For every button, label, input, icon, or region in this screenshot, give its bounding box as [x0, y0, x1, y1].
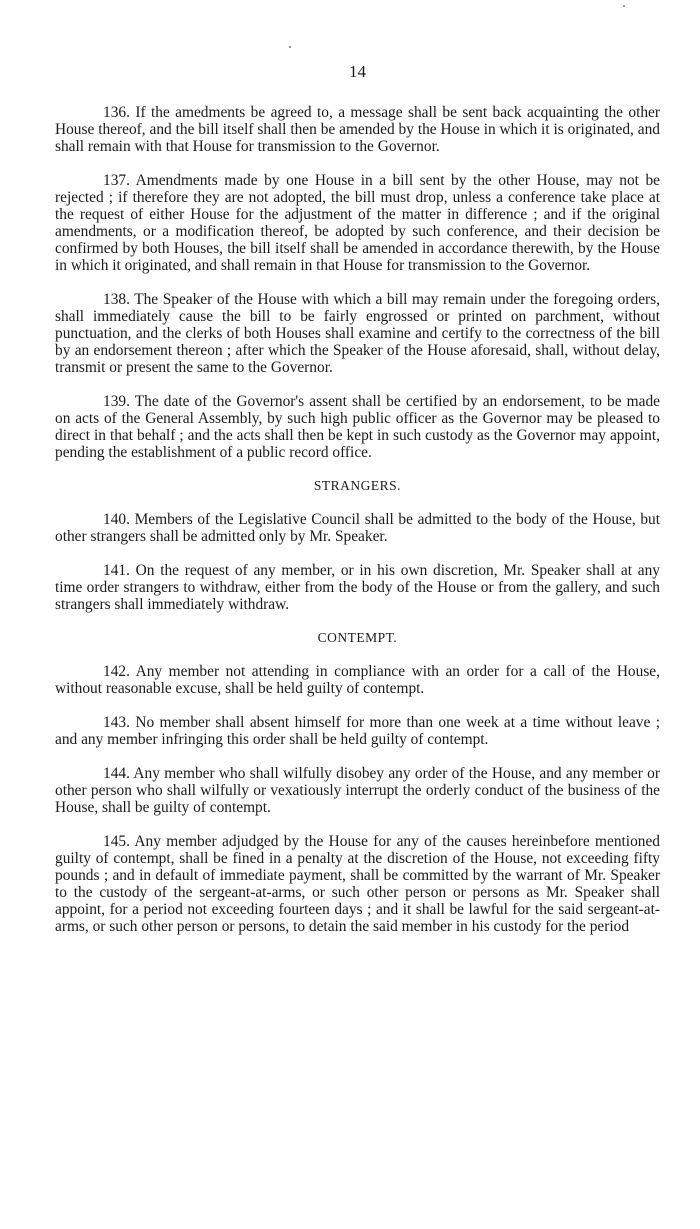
paragraph-145: 145. Any member adjudged by the House for any of the causes hereinbefore mentioned guilty of contempt, shall be fined in a penalty at the discretion of the House, not exceeding fifty pounds ; and in default of immediate payment, shall be committed by the warrant of Mr. Speaker to the custody of the sergeant-at-arms, or such other person or persons as Mr. Speaker shall appoint, for a period not exceeding fourteen days ; and it shall be lawful for the said sergeant-at-arms, or such other person or persons, to detain the said member in his custody for the period	[55, 833, 660, 935]
document-page	[55, 62, 660, 952]
paper-speck	[289, 46, 291, 48]
paper-speck	[623, 5, 625, 7]
page-number: 14	[349, 62, 366, 81]
section-heading-strangers: STRANGERS.	[313, 478, 402, 493]
paragraph-138: 138. The Speaker of the House with which a bill may remain under the foregoing orders, shall immediately cause the bill to be fairly engrossed or printed on parchment, without punctuation, and the clerks of both Houses shall examine and certify to the correctness of the bill by an endorsement thereon ; after which the Speaker of the House aforesaid, shall, without delay, transmit or present the same to the Governor.	[55, 291, 660, 376]
paragraph-142: 142. Any member not attending in compliance with an order for a call of the House, without reasonable excuse, shall be held guilty of contempt.	[55, 663, 660, 697]
paragraph-137: 137. Amendments made by one House in a bill sent by the other House, may not be rejected ; if therefore they are not adopted, the bill must drop, unless a conference take place at the request of either House for the adjustment of the matter in difference ; and if the original amendments, or a modification thereof, be adopted by such conference, and their decision be confirmed by both Houses, the bill itself shall be amended in accordance therewith, by the House in which it originated, and shall remain in that House for transmission to the Governor.	[55, 172, 660, 274]
paragraph-140: 140. Members of the Legislative Council shall be admitted to the body of the House, but other strangers shall be admitted only by Mr. Speaker.	[55, 511, 660, 545]
paragraph-136: 136. If the amedments be agreed to, a message shall be sent back acquainting the other House thereof, and the bill itself shall then be amended by the House in which it is originated, and shall remain with that House for transmission to the Governor.	[55, 104, 660, 155]
paragraph-141: 141. On the request of any member, or in his own discretion, Mr. Speaker shall at any time order strangers to withdraw, either from the body of the House or from the gallery, and such strangers shall immediately withdraw.	[55, 562, 660, 613]
paragraph-143: 143. No member shall absent himself for more than one week at a time without leave ; and any member infringing this order shall be held guilty of contempt.	[55, 714, 660, 748]
section-heading-contempt: CONTEMPT.	[317, 630, 398, 645]
paragraph-139: 139. The date of the Governor's assent shall be certified by an endorsement, to be made on acts of the General Assembly, by such high public officer as the Governor may be pleased to direct in that behalf ; and the acts shall then be kept in such custody as the Governor may appoint, pending the establishment of a public record office.	[55, 393, 660, 461]
paragraph-144: 144. Any member who shall wilfully disobey any order of the House, and any member or other person who shall wilfully or vexatiously interrupt the orderly conduct of the business of the House, shall be guilty of contempt.	[55, 765, 660, 816]
